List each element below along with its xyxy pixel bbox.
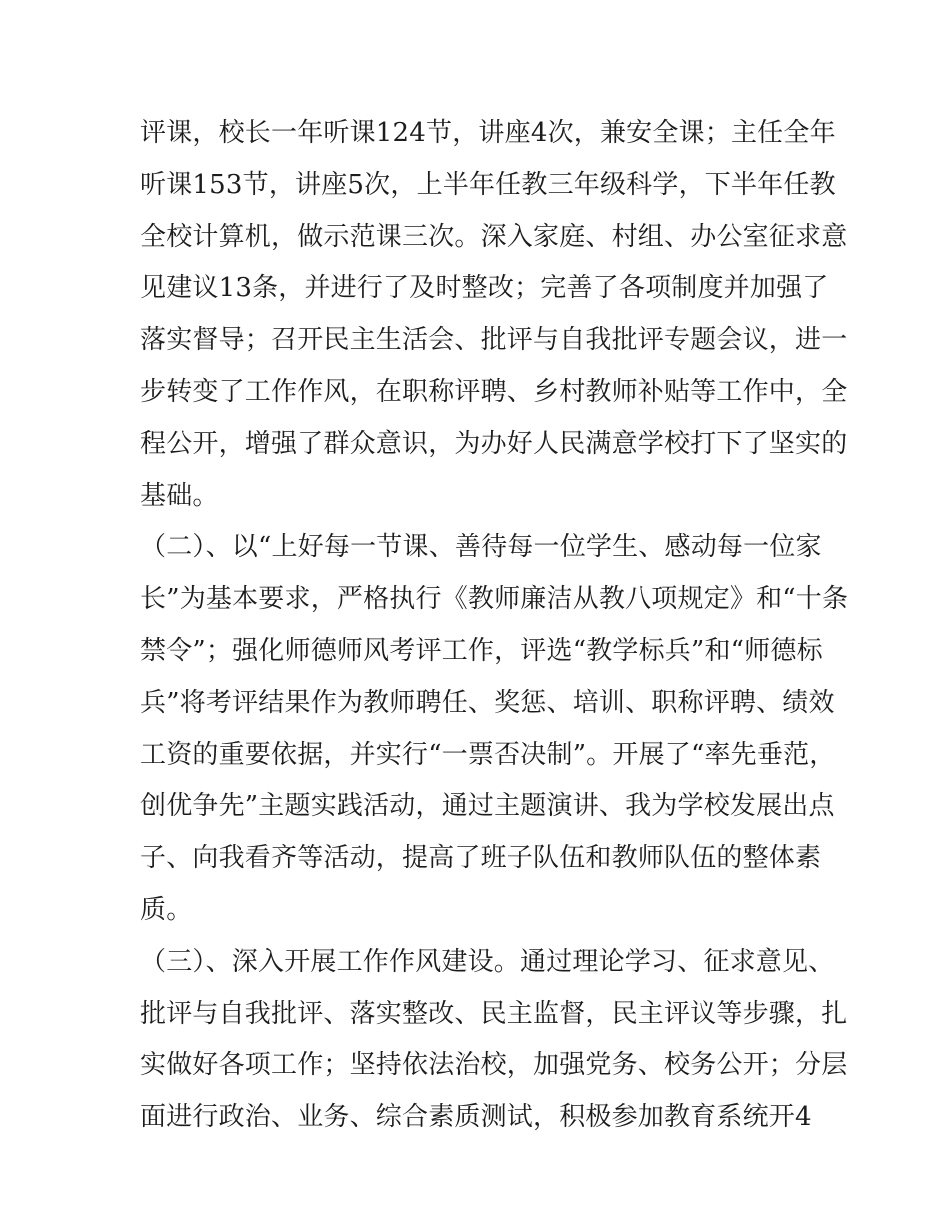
text-line: 实做好各项工作；坚持依法治校，加强党务、校务公开；分层 xyxy=(140,1050,848,1081)
text-line: 全校计算机，做示范课三次。深入家庭、村组、办公室征求意 xyxy=(140,221,848,252)
text-line: （二）、以“上好每一节课、善待每一位学生、感动每一位家 xyxy=(140,532,822,563)
text-line: 听课153节，讲座5次，上半年任教三年级科学，下半年任教 xyxy=(140,169,836,200)
text-line: （三）、深入开展工作作风建设。通过理论学习、征求意见、 xyxy=(140,946,835,977)
text-line: 评课，校长一年听课124节，讲座4次，兼安全课；主任全年 xyxy=(140,118,836,148)
text-line: 批评与自我批评、落实整改、民主监督，民主评议等步骤，扎 xyxy=(140,998,848,1029)
text-line: 程公开，增强了群众意识，为办好人民满意学校打下了坚实的 xyxy=(140,428,848,459)
body-text xyxy=(140,108,849,1144)
text-line: 基础。 xyxy=(140,480,219,511)
text-line: 创优争先”主题实践活动，通过主题演讲、我为学校发展出点 xyxy=(140,791,835,822)
text-line: 长”为基本要求，严格执行《教师廉洁从教八项规定》和“十条 xyxy=(140,584,849,615)
text-line: 步转变了工作作风，在职称评聘、乡村教师补贴等工作中，全 xyxy=(140,376,848,407)
text-line: 质。 xyxy=(140,894,193,925)
text-line: 子、向我看齐等活动，提高了班子队伍和教师队伍的整体素 xyxy=(140,843,822,874)
text-line: 工资的重要依据，并实行“一票否决制”。开展了“率先垂范， xyxy=(140,739,836,770)
text-line: 禁令”；强化师德师风考评工作，评选“教学标兵”和“师德标 xyxy=(140,635,823,666)
text-line: 兵”将考评结果作为教师聘任、奖惩、培训、职称评聘、绩效 xyxy=(140,687,835,718)
text-line: 见建议13条，并进行了及时整改；完善了各项制度并加强了 xyxy=(140,273,829,304)
text-line: 面进行政治、业务、综合素质测试，积极参加教育系统开4 xyxy=(140,1102,812,1133)
text-line: 落实督导；召开民主生活会、批评与自我批评专题会议，进一 xyxy=(140,325,848,356)
